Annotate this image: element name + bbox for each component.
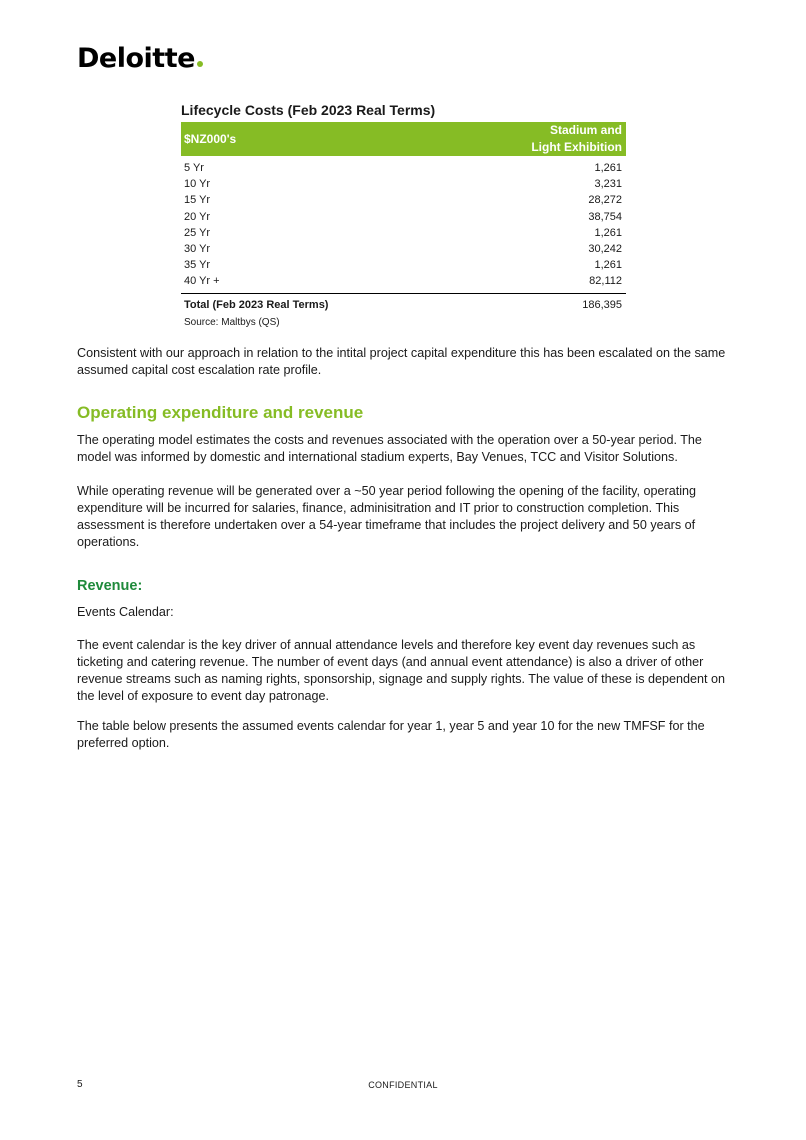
table-source: Source: Maltbys (QS) (184, 316, 280, 328)
table-header (181, 122, 626, 156)
table-title: Lifecycle Costs (Feb 2023 Real Terms) (181, 102, 436, 118)
header-column-line1: Stadium and (549, 123, 622, 137)
row-label: 35 Yr (184, 259, 211, 272)
row-value: 1,261 (594, 226, 622, 239)
row-label: 15 Yr (184, 194, 211, 207)
row-value: 30,242 (588, 242, 622, 255)
total-value: 186,395 (582, 298, 622, 311)
header-column (531, 122, 622, 156)
table-row (181, 225, 626, 241)
row-label: 10 Yr (184, 178, 211, 191)
logo-dot (197, 61, 203, 67)
table-total-row (181, 293, 626, 312)
header-currency: $NZ000's (184, 132, 237, 146)
table-row (181, 176, 626, 192)
row-value: 1,261 (594, 162, 622, 174)
events-calendar-label: Events Calendar: (77, 605, 174, 619)
escalation-paragraph: Consistent with our approach in relation to the intital project capital expenditure this has been escalated on the same assumed capital cost escalation rate profile. (77, 346, 726, 377)
page-number: 5 (77, 1079, 83, 1090)
events-paragraph-1: The event calendar is the key driver of annual attendance levels and therefore key event day revenues such as ticketing and catering revenue. The number of event days (and annual event attendance) is also a driver of other revenue streams such as naming rights, sponsorship, signage and supply rights. The value of these is dependent on the level of exposure to event day patronage. (77, 638, 726, 703)
events-paragraph-2: The table below presents the assumed events calendar for year 1, year 5 and year 10 for the new TMFSF for the preferred option. (77, 719, 705, 750)
row-label: 25 Yr (184, 226, 211, 239)
header-column-line2: Light Exhibition (531, 140, 622, 154)
row-value: 82,112 (589, 275, 622, 288)
row-label: 30 Yr (184, 242, 211, 255)
row-value: 38,754 (588, 210, 622, 223)
lifecycle-costs-table (181, 100, 626, 328)
row-value: 3,231 (594, 178, 622, 191)
row-label: 5 Yr (184, 162, 204, 174)
operating-heading: Operating expenditure and revenue (77, 403, 364, 422)
table-body (181, 160, 626, 312)
row-label: 20 Yr (184, 210, 211, 223)
revenue-heading: Revenue: (77, 578, 143, 594)
total-label: Total (Feb 2023 Real Terms) (184, 298, 329, 311)
table-row (181, 192, 626, 208)
table-row (181, 257, 626, 273)
row-value: 28,272 (588, 194, 622, 207)
table-row (181, 209, 626, 225)
deloitte-logo (77, 44, 203, 74)
row-label: 40 Yr + (184, 275, 220, 288)
table-row (181, 160, 626, 176)
logo-text: Deloitte (77, 43, 195, 74)
table-row (181, 241, 626, 257)
table-row (181, 273, 626, 289)
operating-paragraph-1: The operating model estimates the costs and revenues associated with the operation over a 50-year period. The model was informed by domestic and international stadium experts, Bay Venues, TCC and Visitor Solutions. (77, 433, 702, 464)
operating-paragraph-2: While operating revenue will be generated over a ~50 year period following the opening of the facility, operating expenditure will be incurred for salaries, finance, adminisitration and IT prior to construction completion. This assessment is therefore undertaken over a 54-year timeframe that includes the project delivery and 50 years of operations. (77, 484, 696, 549)
row-value: 1,261 (594, 259, 622, 272)
confidential-label: CONFIDENTIAL (368, 1080, 438, 1090)
